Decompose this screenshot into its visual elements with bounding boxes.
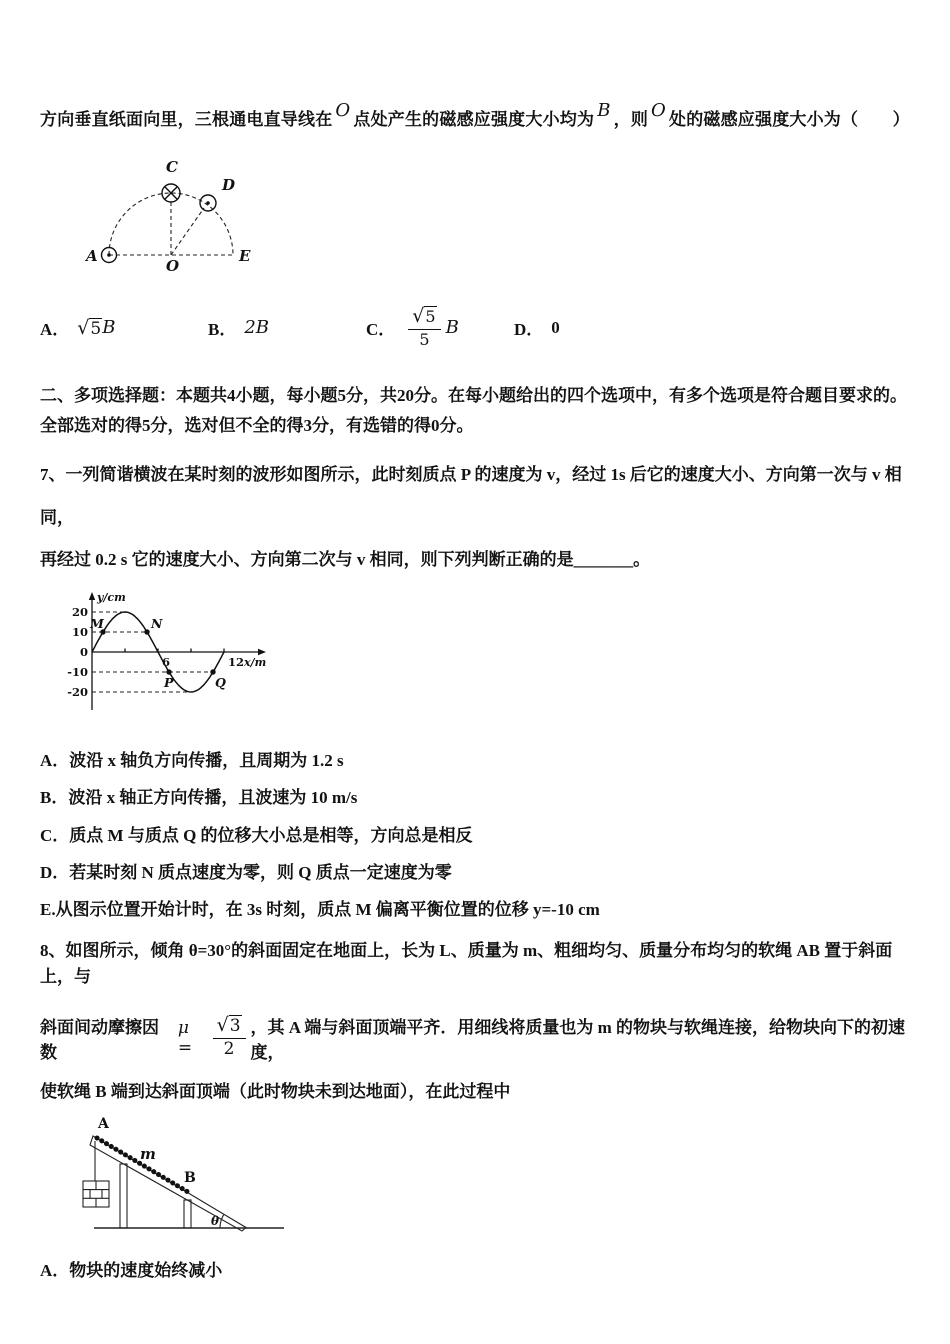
q6-option-b [208,315,366,340]
x-tick-label: 6 [162,654,171,669]
q6-option-b-value: 2B [244,317,270,339]
q7-options [40,751,918,921]
q6-figure-svg [76,150,276,272]
point-label-N: N [151,615,163,631]
fraction-numerator [213,1016,246,1039]
q7-stem [40,454,918,582]
support-leg-right [184,1200,191,1228]
q6-option-a [40,315,208,340]
radical-sign: √ [412,305,425,328]
q7-wave-figure-wrap [62,588,918,725]
label-B: B [184,1169,196,1186]
radicand: 3 [229,1016,241,1037]
q6-stem-text-3: ，则 [613,110,649,129]
label-C: C [166,157,178,176]
q7-option-a: A．波沿 x 轴负方向传播，且周期为 1.2 s [40,750,344,770]
q8-mu-fraction [213,1016,246,1059]
support-leg-left [120,1164,127,1228]
y-tick-label: -20 [67,684,88,699]
q7-option-b: B．波沿 x 轴正方向传播，且波速为 10 m/s [40,788,358,808]
q8-incline-figure [74,1115,289,1237]
section2-line1: 二、多项选择题：本题共4小题，每小题5分，共20分。在每小题给出的四个选项中，有多个选项是符合题目要求的。 [40,385,907,405]
q7-option-c: C．质点 M 与质点 Q 的位移大小总是相等，方向总是相反 [40,825,473,845]
radicand: 5 [90,318,102,339]
x-tick-label: 12 [228,654,245,669]
point-label-P: P [164,674,174,690]
label-theta: θ [211,1213,220,1228]
theta-angle-arc [220,1215,224,1228]
y-axis-arrow-icon [89,592,95,600]
label-D: D [222,175,236,194]
marked-point-P [166,669,171,674]
y-tick-label: -10 [67,664,88,679]
q7-option-d: D．若某时刻 N 质点速度为零，则 Q 质点一定速度为零 [40,863,452,883]
q7-option-e: E.从图示位置开始计时，在 3s 时刻，质点 M 偏离平衡位置的位移 y=-10 cm [40,900,600,920]
wire-A-symbol-dot-out-icon [102,247,117,262]
q6-stem [40,100,918,134]
q6-var-O2: O [651,100,666,121]
q6-option-d-label: D． [514,320,544,340]
fraction-numerator [408,307,440,330]
q6-stem-text-2: 点处产生的磁感应强度大小均为 [353,110,595,129]
q8-mu-prefix: 斜面间动摩擦因数 [40,1017,159,1062]
q6-option-a-var: B [102,317,116,339]
q6-option-c-label: C． [366,320,396,340]
q8-stem-line3: 使软绳 B 端到达斜面顶端（此时物块未到达地面），在此过程中 [40,1081,511,1101]
q6-option-c-var: B [445,317,459,339]
q7-stem-line2: 再经过 0.2 s 它的速度大小、方向第二次与 v 相同，则下列判断正确的是_______。 [40,550,651,570]
hanging-block [83,1141,109,1207]
x-axis-label: x/m [244,655,267,669]
q6-var-O1: O [335,100,351,121]
label-E: E [239,246,251,265]
q6-options-row [40,299,918,357]
label-A: A [86,246,98,265]
y-axis-label: y/cm [97,590,126,604]
q8-stem-line1: 8、如图所示，倾角 θ=30°的斜面固定在地面上，长为 L、质量为 m、粗细均匀、质量分布均匀的软绳 AB 置于斜面上，与 [40,940,893,987]
q7-stem-line1: 7、一列简谐横波在某时刻的波形如图所示，此时刻质点 P 的速度为 v，经过 1s 后它的速度大小、方向第一次与 v 相同， [40,465,902,527]
x-axis-arrow-icon [258,649,266,655]
wire-C-symbol-cross-in-icon [162,184,180,202]
q6-option-a-label: A． [40,320,70,340]
q6-stem-text-1: 方向垂直纸面向里，三根通电直导线在 [40,110,333,129]
radicand: 5 [425,307,436,327]
q6-option-a-math [77,317,102,339]
y-tick-label: 10 [71,624,88,639]
label-m: m [140,1144,156,1163]
q8-incline-figure-wrap [74,1115,918,1242]
label-O: O [166,256,180,272]
q8-stem-line2: ，其 A 端与斜面顶端平齐．用细线将质量也为 m 的物块与软绳连接，给物块向下的初速度， [250,1017,906,1062]
wire-D-symbol-dot-out-icon [200,195,216,211]
marked-point-Q [210,669,215,674]
point-label-M: M [90,615,104,631]
point-label-Q: Q [215,674,226,690]
q6-option-d-value: 0 [551,317,560,337]
radical-sign: √ [77,316,90,339]
q6-option-d [514,315,560,340]
label-A: A [98,1115,109,1132]
q6-option-c [366,307,514,349]
q6-magnetic-field-figure [76,150,918,277]
section2-header [40,381,918,441]
line-O-to-D [171,208,204,255]
q6-var-B: B [597,100,611,121]
q8-option-a: A．物块的速度始终减小 [40,1260,223,1280]
fraction-denominator: 2 [223,1039,235,1060]
marked-point-N [144,629,149,634]
q7-wave-figure [62,588,314,720]
q6-option-c-fraction [408,307,440,349]
section2-line2: 全部选对的得5分，选对但不全的得3分，有选错的得0分。 [40,415,474,435]
y-tick-label: 0 [79,644,88,659]
radical-sign: √ [216,1014,229,1037]
q8-mu-symbol: μ = [177,1017,193,1058]
q6-option-b-label: B． [208,320,237,340]
q6-stem-text-4: 处的磁感应强度大小为（ ） [669,110,910,129]
y-tick-label: 20 [71,604,88,619]
fraction-denominator: 5 [419,329,430,349]
q8-mu-line [40,1005,918,1071]
